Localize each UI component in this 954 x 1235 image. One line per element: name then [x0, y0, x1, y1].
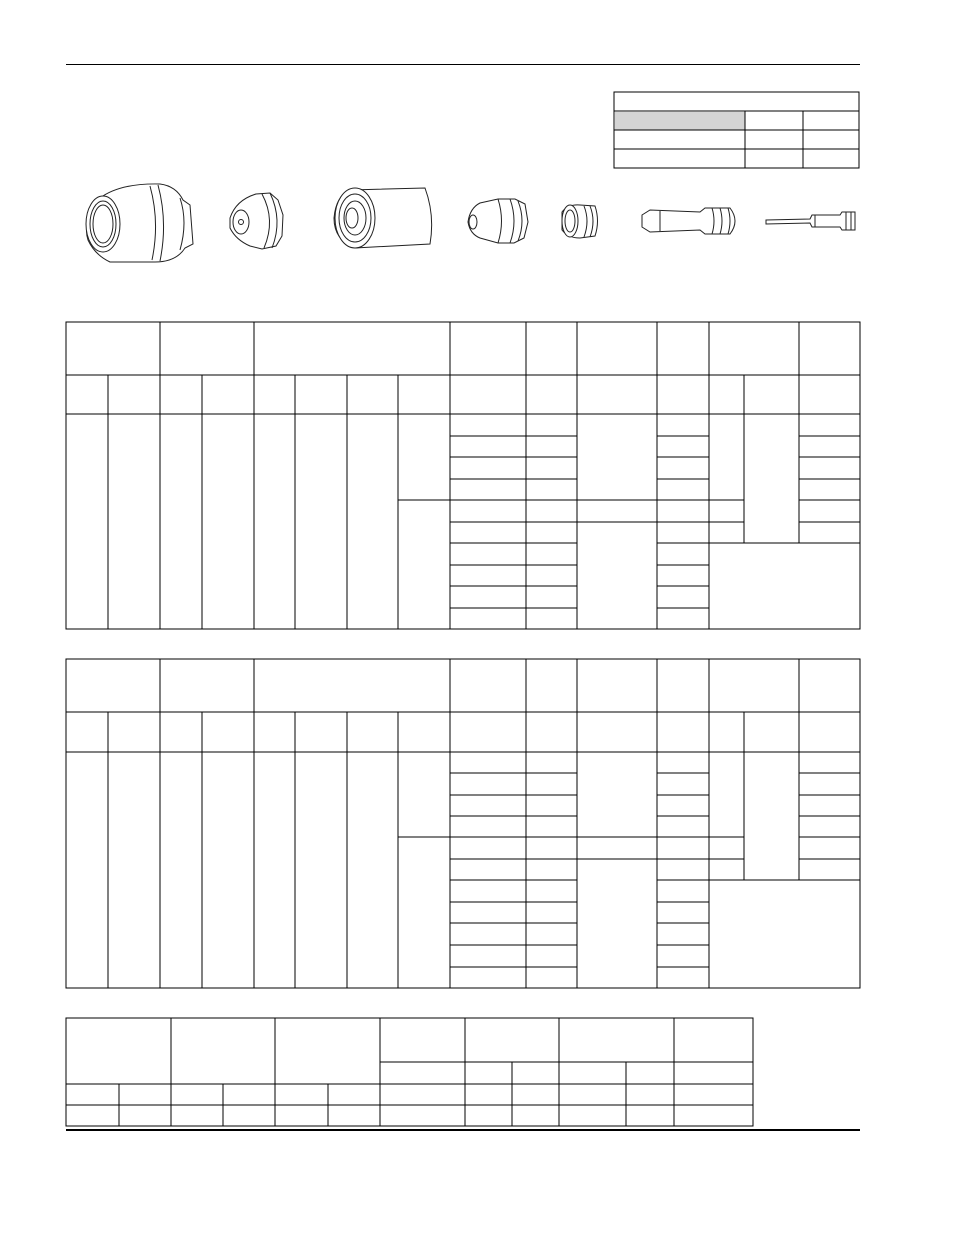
footer-rule	[66, 1129, 860, 1131]
